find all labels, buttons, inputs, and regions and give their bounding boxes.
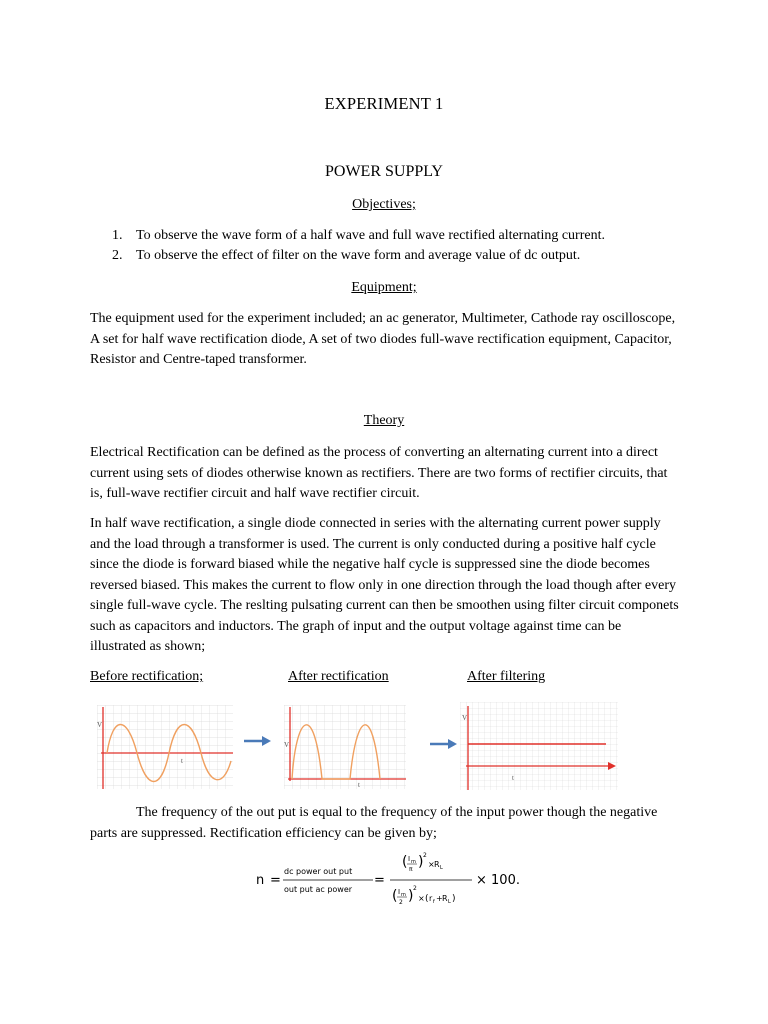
svg-text:): ) <box>452 894 456 904</box>
rl-subscript: L <box>448 899 451 905</box>
plus-symbol: + <box>436 894 443 903</box>
rf-symbol: r <box>429 894 433 903</box>
times-symbol: × <box>418 894 425 903</box>
caption-before-rectification: Before rectification; <box>90 669 204 684</box>
figure-rectified-waveform <box>284 705 406 789</box>
page-subtitle: POWER SUPPLY <box>325 163 443 180</box>
rl-symbol: R <box>442 894 448 903</box>
theory-heading: Theory <box>363 413 405 428</box>
pi-symbol: π <box>409 866 413 873</box>
equipment-paragraph: The equipment used for the experiment included; an ac generator, Multimeter, Cathode ray oscilloscope, A set for half wave rectification diode, A set of two diodes full-wave rectification equipment, Capacitor, Resistor and Centre-taped transformer. <box>90 311 676 367</box>
caption-after-filtering: After filtering <box>467 669 546 684</box>
rf-subscript: f <box>433 899 435 905</box>
fraction-numerator: dc power out put <box>284 867 353 876</box>
square-exponent: 2 <box>413 885 417 892</box>
svg-text:): ) <box>408 888 414 904</box>
svg-text:(: ( <box>402 854 408 870</box>
efficiency-equation <box>250 852 530 908</box>
figure-filtered-waveform <box>460 702 618 790</box>
times-symbol: × <box>428 860 435 869</box>
equation-lhs: n <box>256 873 265 888</box>
grid-background <box>460 702 618 790</box>
list-item-text: To observe the effect of filter on the wave form and average value of dc output. <box>136 248 581 263</box>
rl-subscript: L <box>440 865 443 871</box>
list-item-number: 1. <box>112 228 123 243</box>
equipment-heading: Equipment; <box>351 280 417 295</box>
list-item <box>112 246 692 266</box>
v-axis-label: V <box>462 714 468 722</box>
im-subscript: m <box>411 859 416 865</box>
t-axis-label: t <box>512 774 514 782</box>
equation-equals: = <box>270 873 281 888</box>
equation-equals: = <box>374 873 385 888</box>
rl-symbol: R <box>434 860 440 869</box>
list-item <box>112 226 692 246</box>
t-axis-label: t <box>358 781 360 789</box>
t-axis-label: t <box>181 757 183 765</box>
theory-paragraph-3: The frequency of the out put is equal to the frequency of the input power though the negative parts are suppressed. Rectification efficiency can be given by; <box>90 805 658 841</box>
list-item-text: To observe the wave form of a half wave and full wave rectified alternating current. <box>136 228 605 243</box>
square-exponent: 2 <box>423 852 427 859</box>
svg-text:(: ( <box>392 888 398 904</box>
list-item-number: 2. <box>112 248 123 263</box>
theory-paragraph-1: Electrical Rectification can be defined as the process of converting an alternating current into a direct current using sets of diodes otherwise known as rectifiers. There are two forms of rectifier circuits, that is, full-wave rectifier circuit and half wave rectifier circuit. <box>90 445 668 501</box>
v-axis-label: V <box>284 741 290 749</box>
fraction-denominator: out put ac power <box>284 885 353 894</box>
svg-text:): ) <box>418 854 424 870</box>
im-symbol: I <box>408 855 411 863</box>
times-100: × 100. <box>476 873 520 888</box>
objectives-list <box>112 226 692 266</box>
grid-background <box>97 705 233 789</box>
im-subscript: m <box>401 892 406 898</box>
theory-paragraph-2: In half wave rectification, a single diode connected in series with the alternating current power supply and the load through a transformer is used. The current is only conducted during a positive half cycle since the diode is forward biased while the negative half cycle is suppressed sine the diode becomes reversed biased. This makes the current to flow only in one direction through the load though after every single full-wave cycle. The reslting pulsating current can then be smoothen using filter circuit componets such as capacitors and inductors. The graph of input and the output voltage against time can be illustrated as shown; <box>90 516 679 654</box>
svg-text:(: ( <box>425 894 429 904</box>
im-symbol: I <box>398 888 401 896</box>
page-title: EXPERIMENT 1 <box>324 94 444 113</box>
objectives-heading: Objectives; <box>352 197 416 212</box>
arrow-right-icon <box>244 735 272 747</box>
arrow-right-icon <box>430 738 458 750</box>
grid-background <box>284 705 406 789</box>
v-axis-label: V <box>97 721 103 729</box>
figure-input-waveform <box>97 705 233 789</box>
caption-after-rectification: After rectification <box>288 669 389 684</box>
two-symbol: 2 <box>399 899 403 906</box>
